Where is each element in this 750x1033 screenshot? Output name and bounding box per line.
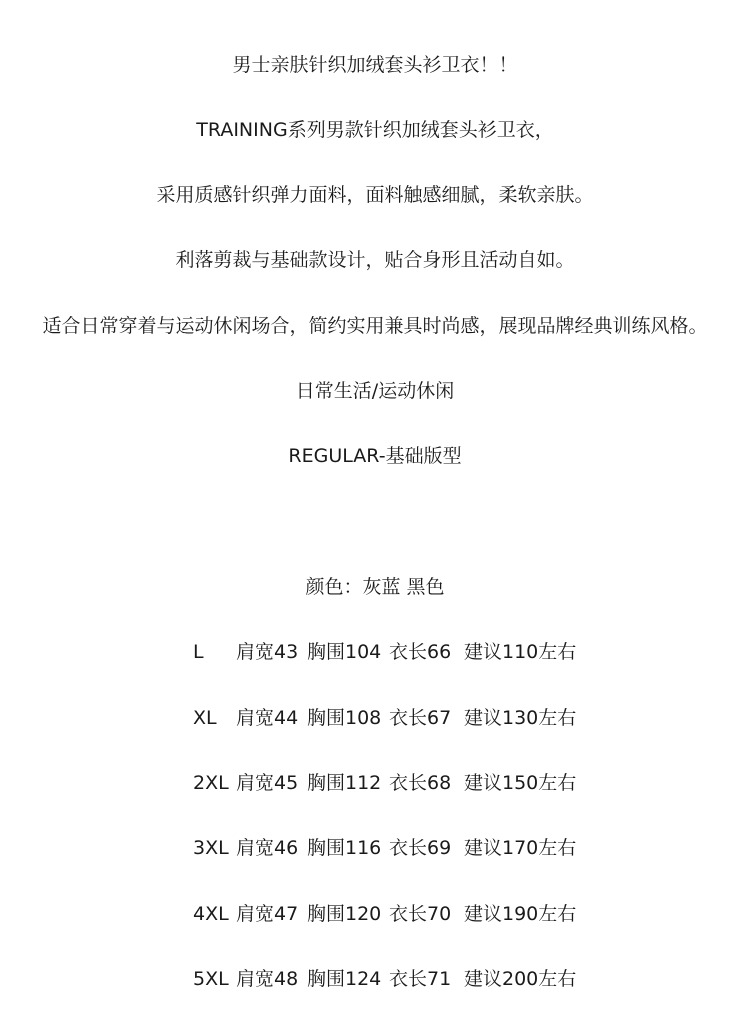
garment-length: 衣长70: [389, 903, 452, 925]
recommended-weight: 建议110左右: [464, 641, 577, 663]
garment-length: 衣长68: [389, 772, 452, 794]
chest-size: 胸围112: [307, 772, 382, 794]
recommended-weight: 建议170左右: [464, 837, 577, 859]
recommended-weight: 建议150左右: [464, 772, 577, 794]
shoulder-width: 肩宽48: [236, 968, 299, 990]
size-label: 2XL: [193, 772, 229, 794]
recommended-weight: 建议130左右: [464, 707, 577, 729]
fit-line: REGULAR-基础版型: [288, 445, 462, 467]
shoulder-width: 肩宽46: [236, 837, 299, 859]
chest-size: 胸围108: [307, 707, 382, 729]
garment-length: 衣长66: [389, 641, 452, 663]
chest-size: 胸围104: [307, 641, 382, 663]
shoulder-width: 肩宽44: [236, 707, 299, 729]
scene-line: 日常生活/运动休闲: [295, 380, 455, 402]
chest-size: 胸围124: [307, 968, 382, 990]
color-options: 颜色：灰蓝 黑色: [305, 576, 445, 598]
size-row: [0, 639, 750, 665]
product-title: 男士亲肤针织加绒套头衫卫衣！！: [232, 54, 518, 76]
size-label: L: [193, 641, 204, 663]
description-line: 利落剪裁与基础款设计，贴合身形且活动自如。: [175, 249, 575, 271]
size-row: [0, 835, 750, 861]
chest-size: 胸围116: [307, 837, 382, 859]
size-label: 3XL: [193, 837, 229, 859]
size-row: [0, 966, 750, 992]
shoulder-width: 肩宽47: [236, 903, 299, 925]
garment-length: 衣长67: [389, 707, 452, 729]
size-label: XL: [193, 707, 217, 729]
shoulder-width: 肩宽43: [236, 641, 299, 663]
garment-length: 衣长69: [389, 837, 452, 859]
shoulder-width: 肩宽45: [236, 772, 299, 794]
description-line: 采用质感针织弹力面料，面料触感细腻，柔软亲肤。: [156, 184, 594, 206]
size-row: [0, 705, 750, 731]
recommended-weight: 建议190左右: [464, 903, 577, 925]
garment-length: 衣长71: [389, 968, 452, 990]
chest-size: 胸围120: [307, 903, 382, 925]
recommended-weight: 建议200左右: [464, 968, 577, 990]
description-line: 适合日常穿着与运动休闲场合，简约实用兼具时尚感，展现品牌经典训练风格。: [42, 315, 708, 337]
description-line: TRAINING系列男款针织加绒套头衫卫衣，: [196, 119, 554, 141]
size-row: [0, 901, 750, 927]
size-label: 4XL: [193, 903, 229, 925]
size-row: [0, 770, 750, 796]
size-label: 5XL: [193, 968, 229, 990]
